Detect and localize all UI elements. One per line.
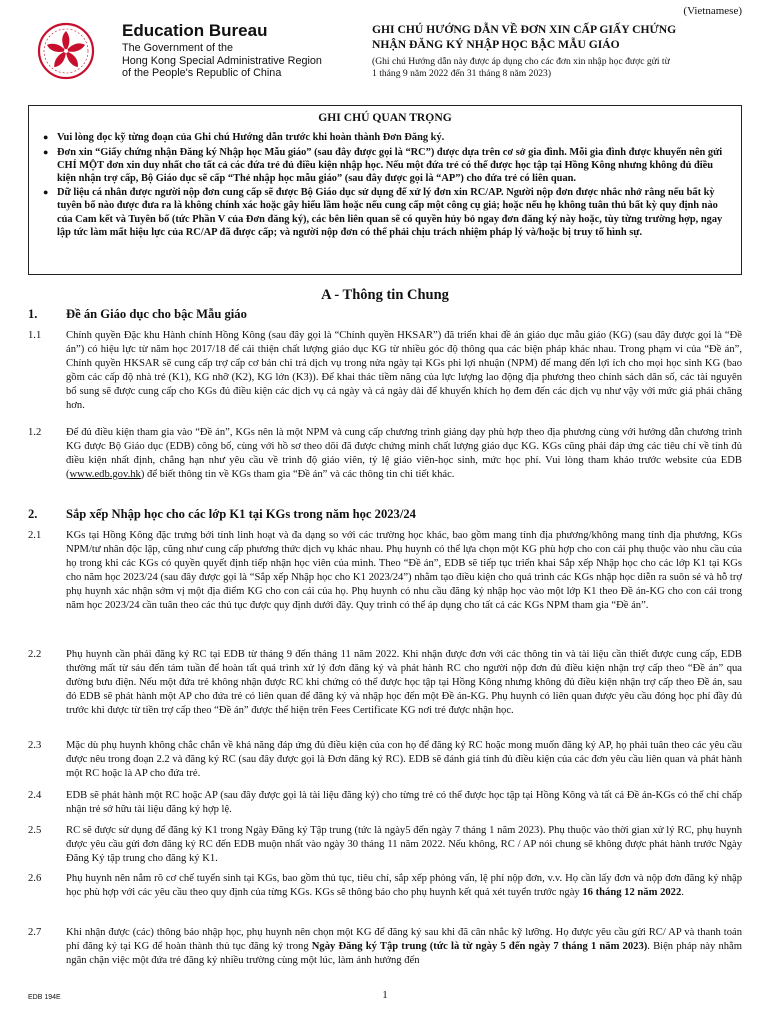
heading-number: 1. [28, 307, 38, 321]
text-run: Khi nhận được (các) thông báo nhập học, phụ huynh nên chọn một KG để đăng ký sau khi đã cân nhắc kỹ lưỡng. Họ được yêu cầu gửi RC/ AP và thanh toán phí đăng ký tại KG để hoàn thành thủ tục đăng ký trong [66, 927, 742, 952]
edb-website-link[interactable]: www.edb.gov.hk [69, 468, 141, 480]
text-run: . [681, 886, 684, 898]
paragraph-number: 2.2 [28, 649, 42, 660]
paragraph-text: RC sẽ được sử dụng để đăng ký K1 trong Ngày Đăng ký Tập trung (tức là ngày5 đến ngày 7 tháng 1 năm 2023). Phụ thuộc vào thời gian xử lý RC, phụ huynh được yêu cầu gửi đơn đăng ký RC đến EDB muộn nhất vào ngày 30 tháng 11 năm 2022. Nếu không, RC / AP nói chung sẽ không được phát hành trước Ngày Đăng Ký tập trung cho đăng ký K1. [66, 825, 742, 864]
paragraph-text: Chính quyền Đặc khu Hành chính Hồng Kông (sau đây gọi là “Chính quyền HKSAR”) đã triển khai đề án giáo dục mẫu giáo (KG) (sau đây được gọi là “Đề án”) có hiệu lực từ năm học 2017/18 để cải thiện chất lượng giáo dục KG từ nhiều góc độ thông qua các biện pháp khác nhau. Trong phạm vi của “Đề án”, Chính quyền HKSAR sẽ cung cấp trợ cấp cơ bản chi trả dịch vụ trong nửa ngày tại KGs phi lợi nhuận (NPM) để mang đến lợi ích cho mọi học sinh KG (bao gồm các cấp độ nhà trẻ (K1), KG nhỡ (K2), KG lớn (K3)). Để khai thác tiềm năng của lực lượng lao động địa phương theo chính sách dân số, các tài nguyên bổ sung sẽ được cung cấp cho KGs đủ điều kiện các dịch vụ cả ngày và cả ngày dài để khuyến khích họ đem đến các dịch vụ như vậy với mức giá phải chăng hơn. [66, 330, 742, 411]
paragraph-1-1 [28, 329, 742, 413]
page-number: 1 [382, 989, 388, 1001]
notice-item: ● Vui lòng đọc kỹ từng đoạn của Ghi chú Hướng dẫn trước khi hoàn thành Đơn Đăng ký. [57, 131, 731, 144]
paragraph-number: 1.1 [28, 330, 42, 341]
paragraph-2-1 [28, 529, 742, 613]
heading-number: 2. [28, 507, 38, 521]
text-run: . Biện pháp này nhằm ngăn chặn việc một đứa trẻ đăng ký nhiều trường cùng một lúc, làm ảnh hưởng đến [66, 940, 742, 966]
paragraph-text [66, 872, 742, 900]
paragraph-2-4 [28, 789, 742, 817]
paragraph-2-7 [28, 926, 742, 968]
note-line: (Ghi chú Hướng dẫn này được áp dụng cho các đơn xin nhập học được gửi từ [372, 56, 670, 67]
notice-item: ● Dữ liệu cá nhân được người nộp đơn cung cấp sẽ được Bộ Giáo dục sử dụng để xử lý đơn xin RC/AP. Người nộp đơn được nhắc nhở rằng nếu bất kỳ tuyên bố nào được đưa ra là không chính xác hoặc gây hiểu lầm hoặc nếu cung cấp một công cụ giả; hoặc nếu họ không tuân thủ bất kỳ quy định nào của Cam kết và Tuyên bố (tức Phần V của Đơn đăng ký), các bên liên quan sẽ có quyền hủy bỏ ngay đơn đăng ký này hoặc, tùy từng trường hợp, ngay lập tức làm mất hiệu lực của RC/AP đã được cấp; và người nộp đơn có thể phải chịu trách nhiệm pháp lý và/hoặc bị truy tố hình sự. [57, 186, 731, 239]
org-line: of the People's Republic of China [122, 67, 282, 79]
heading-text: Sắp xếp Nhập học cho các lớp K1 tại KGs trong năm học 2023/24 [66, 507, 416, 521]
text-run: Để đủ điều kiện tham gia vào “Đề án”, KGs nên là một NPM và cung cấp chương trình giảng dạy phù hợp theo địa phương cùng với hướng dẫn chương trình KG được Bộ Giáo dục (EDB) công bố, cùng với hồ sơ theo dõi đã được chứng minh chất lượng giáo dục KG. KGs cũng phải đáp ứng các tiêu chí về tính đủ điều kiện nhất định, chẳng hạn như yêu cầu về trình độ giáo viên, tỷ lệ giáo viên-học sinh, mức học phí. Vui lòng tham khảo trước website của EDB ( [66, 427, 742, 480]
text-run: Phụ huynh nên nắm rõ cơ chế tuyển sinh tại KGs, bao gồm thủ tục, tiêu chí, sắp xếp phỏng vấn, lệ phí nộp đơn, v.v. Họ cần lấy đơn và nộp đơn đăng ký nhập học phù hợp với các yêu cầu theo quy định của từng KGs. KGs sẽ thông báo cho phụ huynh kết quả xét tuyển trước ngày [66, 873, 742, 898]
paragraph-text: EDB sẽ phát hành một RC hoặc AP (sau đây được gọi là tài liệu đăng ký) cho từng trẻ có thể được học tập tại Hồng Kông và tất cả Đề án-KGs có thể chỉ chấp nhận trẻ sở hữu tài liệu đăng ký hợp lệ. [66, 790, 742, 815]
paragraph-text [66, 926, 742, 968]
org-line: Hong Kong Special Administrative Region [122, 54, 322, 67]
language-tag: (Vietnamese) [683, 5, 742, 17]
paragraph-2-5 [28, 824, 742, 866]
org-line: The Government of the [122, 42, 234, 54]
org-block [122, 20, 322, 80]
document-title-line: GHI CHÚ HƯỚNG DẪN VỀ ĐƠN XIN CẤP GIẤY CHỨNG [372, 23, 677, 36]
document-title-line: NHẬN ĐĂNG KÝ NHẬP HỌC BẬC MẪU GIÁO [372, 38, 620, 51]
paragraph-number: 2.6 [28, 873, 42, 884]
note-line: 1 tháng 9 năm 2022 đến 31 tháng 8 năm 2023) [372, 68, 552, 79]
paragraph-number: 2.7 [28, 927, 42, 938]
notice-title: GHI CHÚ QUAN TRỌNG [318, 111, 452, 124]
hksar-bauhinia-logo [36, 20, 118, 86]
notice-item: ● Đơn xin “Giấy chứng nhận Đăng ký Nhập học Mẫu giáo” (sau đây được gọi là “RC”) được dựa trên cơ sở gia đình. Mỗi gia đình được khuyến nên gửi CHỈ MỘT đơn xin duy nhất cho tất cả các đứa trẻ đủ điều kiện nhập học. Nếu một đứa trẻ có thể được học tập tại Hồng Kông nhưng không đủ điều kiện nhận trợ cấp, Bộ Giáo dục sẽ cấp “Thẻ nhập học mẫu giáo” (sau đây được gọi là “AP”) cho đứa trẻ có liên quan. [57, 146, 731, 186]
section-a-title: A - Thông tin Chung [321, 287, 449, 303]
paragraph-2-6 [28, 872, 742, 900]
document-title [372, 22, 742, 52]
paragraph-1-2 [28, 426, 742, 482]
form-code: EDB 194E [28, 994, 61, 1001]
notice-list [29, 131, 741, 239]
paragraph-number: 2.1 [28, 530, 42, 541]
important-notice-box [28, 105, 742, 275]
paragraph-number: 1.2 [28, 427, 42, 438]
paragraph-text: KGs tại Hồng Kông đặc trưng bởi tính linh hoạt và đa dạng so với các trường học khác, bao gồm mang tính địa phương/không mang tính địa phương, KGs NPM/tư nhân độc lập, cũng như cung cấp phương thức dịch vụ khác nhau. Phụ huynh có thể lựa chọn một KG phù hợp cho con cái phụ thuộc vào nhu cầu của họ trong khi các KGs có quyền quyết định tiếp nhận học viên của mình. Theo “Đề án”, EDB sẽ tiếp tục triển khai Sắp xếp Nhập học cho các lớp K1 tại KGs cho năm học 2023/24 (sau đây được gọi là “Sắp xếp Nhập học cho K1 2023/24”) nhằm tạo điều kiện cho quá trình các KGs nhập học diễn ra suôn sẻ và hỗ trợ phụ huynh xác nhận sớm vị một địa điểm KG cho con cái của họ. Phụ huynh có nhu cầu đăng ký nhập học vào một lớp K1 theo Đề án-KG cho con cái trong năm học 2023/24 cần tuân theo các thủ tục được quy định dưới đây. Quy trình có thể áp dụng cho tất cả các KGs NPM tham gia “Đề án”. [66, 530, 742, 611]
paragraph-text: Mặc dù phụ huynh không chắc chắn về khả năng đáp ứng đủ điều kiện của con họ để đăng ký RC hoặc mong muốn đăng ký AP, họ phải tuân theo các yêu cầu được nêu trong đoạn 2.2 và đăng ký RC (sau đây được gọi là Đơn đăng ký RC). EDB sẽ đánh giá tính đủ điều kiện của các đơn yêu cầu liên quan và phát hành một RC hoặc là AP cho đứa trẻ. [66, 740, 742, 779]
paragraph-text: Phụ huynh cần phải đăng ký RC tại EDB từ tháng 9 đến tháng 11 năm 2022. Khi nhận được đơn với các thông tin và tài liệu cần thiết được cung cấp, EDB thường mất từ sáu đến tám tuần để hoàn tất quá trình xử lý đơn đăng ký và phát hành RC cho người nộp đơn đủ điều kiện nhận trợ cấp theo “Đề án” qua đường bưu điện. Nếu một đứa trẻ không nhận được RC khi chứng có thể được học tập tại Hồng Kông nhưng không đủ điều kiện nhận trợ cấp theo Đề án, sau đó EDB sẽ phát hành một AP cho đứa trẻ có liên quan để đăng ký và nhập học đến một Đề án-KG. Phụ huynh có liên quan được yêu cầu đóng học phí đầy đủ trước khi được từ tiền trợ cấp theo “Đề án” được thể hiện trên Fees Certificate KG nơi trẻ được nhận học. [66, 649, 742, 716]
paragraph-number: 2.3 [28, 740, 42, 751]
document-applicability-note [372, 56, 742, 80]
paragraph-text [66, 426, 742, 482]
heading-text: Đề án Giáo dục cho bậc Mẫu giáo [66, 307, 247, 321]
registration-dates: Ngày Đăng ký Tập trung (tức là từ ngày 5 đến ngày 7 tháng 1 năm 2023) [311, 940, 648, 952]
paragraph-number: 2.5 [28, 825, 42, 836]
paragraph-2-2 [28, 648, 742, 718]
text-run: ) để biết thông tin về KGs tham gia “Đề án” và các thông tin chi tiết khác. [140, 468, 455, 480]
paragraph-2-3 [28, 739, 742, 781]
deadline-date: 16 tháng 12 năm 2022 [582, 886, 682, 898]
org-name: Education Bureau [122, 21, 268, 40]
paragraph-number: 2.4 [28, 790, 42, 801]
